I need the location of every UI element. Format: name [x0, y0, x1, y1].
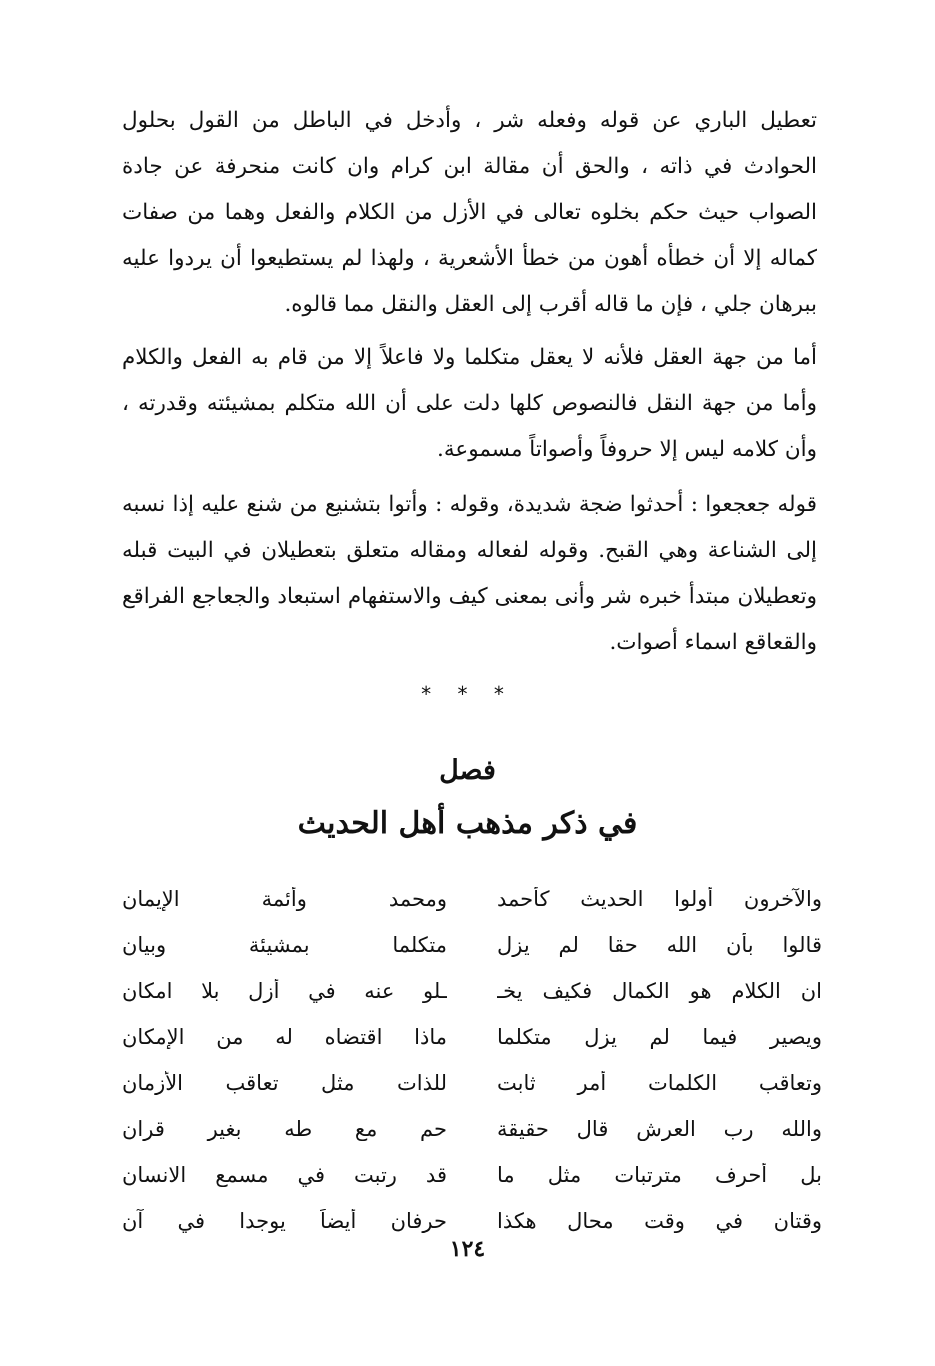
verse [122, 876, 822, 922]
verse [122, 968, 822, 1014]
verse-first-hemistich: والآخرون أولوا الحديث كأحمد [497, 887, 822, 911]
verse-second-hemistich: متكلما بمشيئة وبيان [122, 933, 447, 957]
page-number: ١٢٤ [449, 1236, 486, 1262]
verse-first-hemistich: ان الكلام هو الكمال فكيف يخـ [497, 979, 822, 1003]
verse-second-hemistich: ـلو عنه في أزل بلا امكان [122, 979, 447, 1003]
section-subheading: في ذكر مذهب أهل الحديث [297, 806, 638, 841]
verse [122, 1014, 822, 1060]
verse [122, 1152, 822, 1198]
verse-first-hemistich: قالوا بأن الله حقا لم يزل [497, 933, 822, 957]
verse-first-hemistich: بل أحرف مترتبات مثل ما [497, 1163, 822, 1187]
verse-second-hemistich: حرفان أيضاً يوجدا في آن [122, 1209, 447, 1233]
verse-second-hemistich: حم مع طه بغير قران [122, 1117, 447, 1141]
paragraph-3: قوله جعجعوا : أحدثوا ضجة شديدة، وقوله : وأتوا بتشنيع من شنع عليه إذا نسبه إلى الشناعة وهي القبح. وقوله لفعاله ومقاله متعلق بتعطيلان في البيت قبله وتعطيلان مبتدأ خبره شر وأنى بمعنى كيف والاستفهام استبعاد والجعاجع الفراقع والقعاقع اسماء أصوات. [122, 492, 817, 655]
section-separator: * * * [421, 682, 514, 706]
paragraph-1: تعطيل الباري عن قوله وفعله شر ، وأدخل في الباطل من القول بحلول الحوادث في ذاته ، والحق أن مقالة ابن كرام وان كانت منحرفة عن جادة الصواب حيث حكم بخلوه تعالى في الأزل من الكلام والفعل وهما من صفات كماله إلا أن خطأه أهون من خطأ الأشعرية ، ولهذا لم يستطيعوا أن يردوا عليه ببرهان جلي ، فإن ما قاله أقرب إلى العقل والنقل مما قالوه. [122, 108, 817, 317]
verse-first-hemistich: وقتان في وقت محال هكذا [497, 1209, 822, 1233]
verse-second-hemistich: للذات مثل تعاقب الأزمان [122, 1071, 447, 1095]
poem [122, 876, 822, 1244]
verse-second-hemistich: ماذا اقتضاه له من الإمكان [122, 1025, 447, 1049]
verse [122, 922, 822, 968]
section-heading: فصل [439, 755, 496, 786]
verse-second-hemistich: قد رتبت في مسمع الانسان [122, 1163, 447, 1187]
verse-first-hemistich: ويصير فيما لم يزل متكلما [497, 1025, 822, 1049]
paragraph-2: أما من جهة العقل فلأنه لا يعقل متكلما ولا فاعلاً إلا من قام به الفعل والكلام وأما من جهة النقل فالنصوص كلها دلت على أن الله متكلم بمشيئته وقدرته ، وأن كلامه ليس إلا حروفاً وأصواتاً مسموعة. [122, 345, 817, 462]
verse [122, 1060, 822, 1106]
verse-first-hemistich: والله رب العرش قال حقيقة [497, 1117, 822, 1141]
verse-second-hemistich: ومحمد وأئمة الإيمان [122, 887, 447, 911]
verse-first-hemistich: وتعاقب الكلمات أمر ثابت [497, 1071, 822, 1095]
verse [122, 1106, 822, 1152]
